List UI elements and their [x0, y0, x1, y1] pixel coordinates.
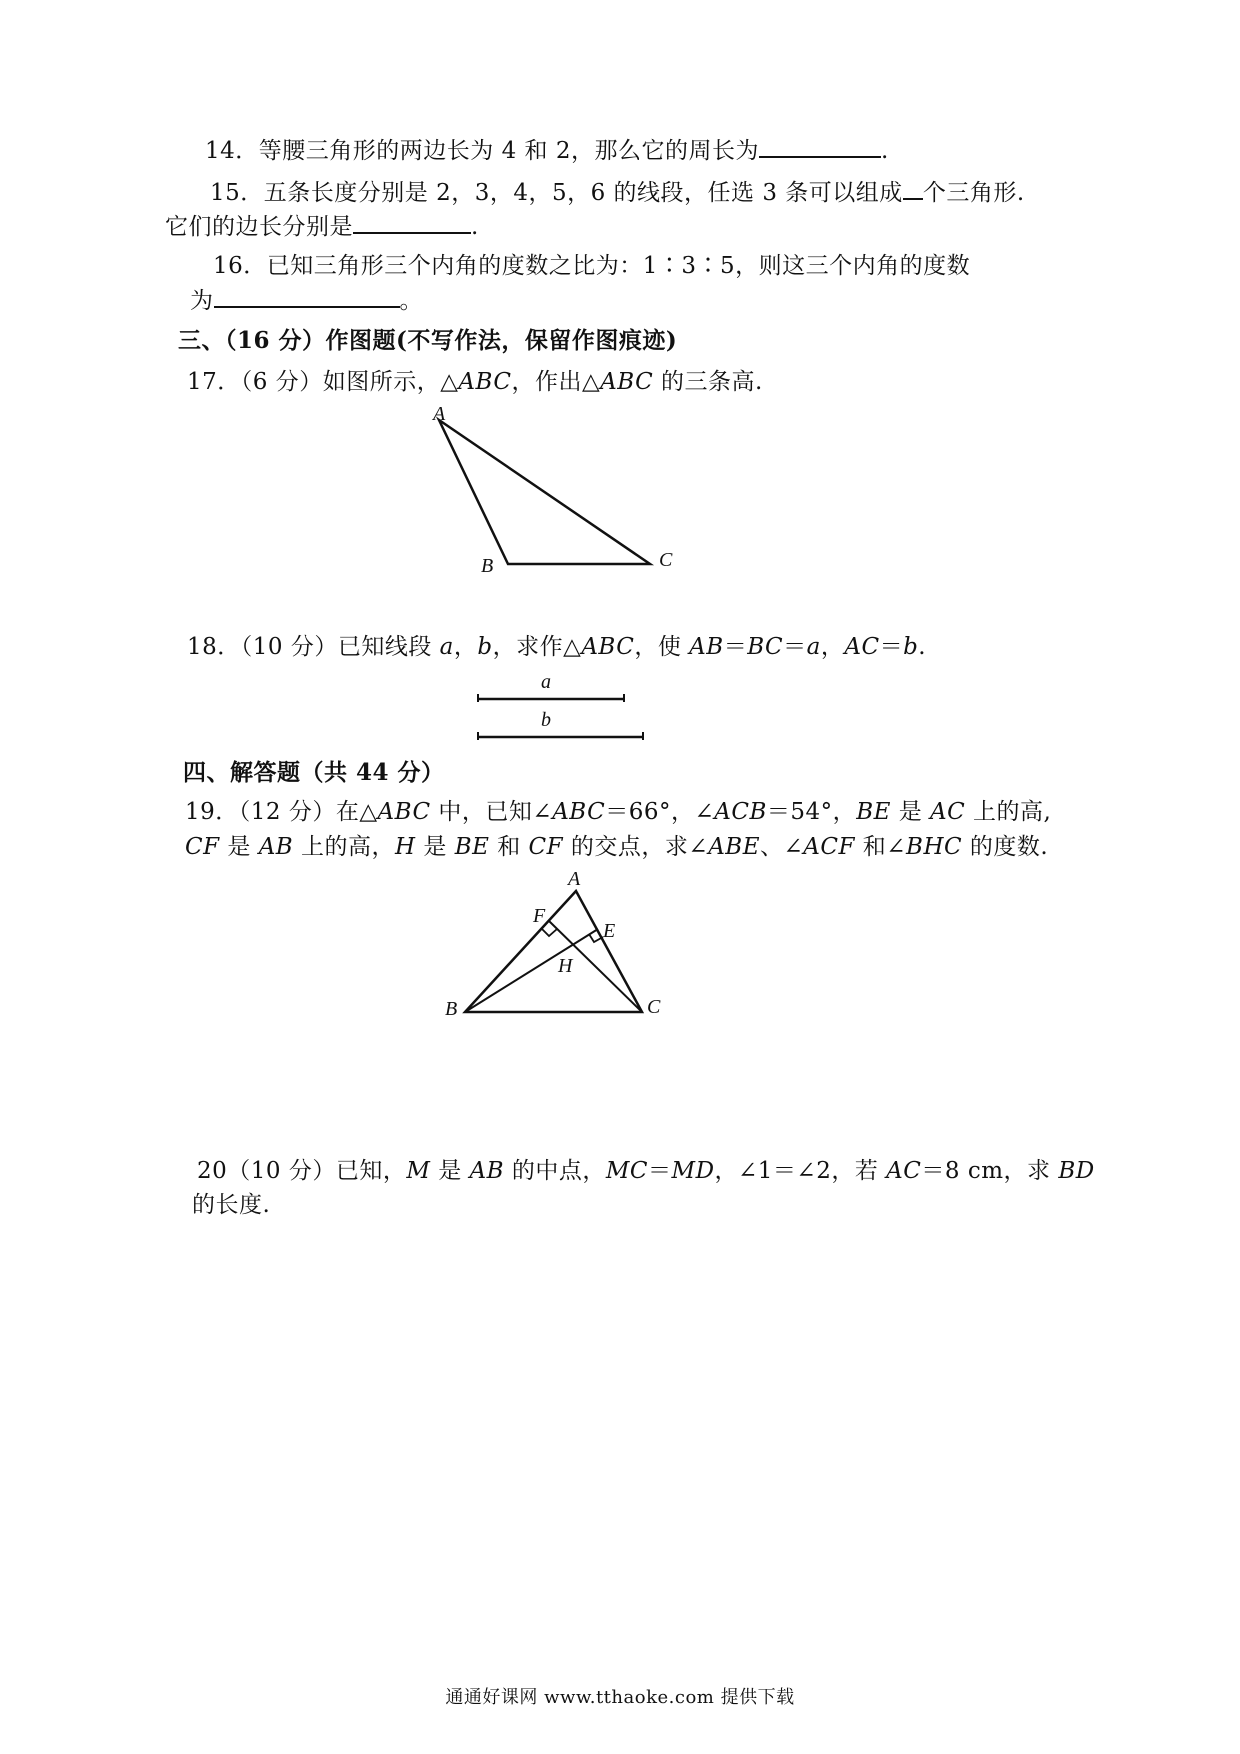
right-angle-f [542, 929, 557, 936]
question-19-line-1 [185, 797, 1051, 827]
section-4-title: 四、解答题（共 44 分） [183, 759, 445, 786]
q20-l1-ab: AB [469, 1158, 505, 1184]
q19-l1-abc: ABC [377, 799, 431, 825]
q18-abc: ABC [581, 634, 635, 660]
altitude-be [465, 929, 598, 1012]
q17-abc-1: ABC [458, 369, 512, 395]
q18-t8: ＝ [879, 634, 904, 660]
q19-l2-a: 是 [219, 834, 259, 860]
q19-l2-be: BE [454, 834, 490, 860]
triangle-abc-19 [465, 891, 642, 1012]
question-16-text-b: 为 [190, 288, 214, 314]
question-14 [205, 134, 889, 166]
answer-blank-15a[interactable] [903, 176, 923, 200]
question-16-text-a: 16．已知三角形三个内角的度数之比为：1∶3∶5，则这三个内角的度数 [213, 253, 971, 279]
q19-l2-h: H [395, 834, 416, 860]
answer-blank-15b[interactable] [353, 210, 471, 234]
q20-l1-b: 是 [430, 1158, 470, 1184]
q20-l2: 的长度. [192, 1192, 271, 1218]
q18-t2: ， [453, 634, 478, 660]
q19-l2-abe: ABE [708, 834, 760, 860]
question-15-text-b: 个三角形. [922, 180, 1025, 206]
q19-l2-e: 的交点，求∠ [563, 834, 709, 860]
question-14-text: 14．等腰三角形的两边长为 4 和 2，那么它的周长为 [205, 138, 759, 164]
triangle-abc [439, 420, 650, 564]
question-16-line-1 [213, 251, 970, 281]
q20-l1-ac: AC [886, 1158, 922, 1184]
label-b-19: B [445, 998, 458, 1020]
answer-blank-14[interactable] [759, 134, 881, 158]
q18-t9: . [918, 634, 927, 660]
question-20-line-1 [197, 1156, 1095, 1186]
q19-l1-abc2: ABC [552, 799, 606, 825]
q19-l2-d: 和 [489, 834, 529, 860]
q20-l1-a: 20（10 分）已知， [197, 1158, 407, 1184]
section-3-heading [178, 326, 677, 356]
q18-t4: ，使 [634, 634, 690, 660]
question-15-text-a: 15．五条长度分别是 2，3，4，5，6 的线段，任选 3 条可以组成 [210, 180, 903, 206]
segment-b-label: b [541, 709, 551, 731]
label-c-19: C [647, 996, 661, 1018]
q18-b2: b [903, 634, 919, 660]
q19-l2-c: 是 [415, 834, 455, 860]
q17-text-a: 17．（6 分）如图所示，△ [187, 369, 459, 395]
triangle-altitudes-figure [440, 865, 670, 1035]
q20-l1-m: M [406, 1158, 431, 1184]
q17-text-c: 的三条高. [653, 369, 763, 395]
question-16-text-c: 。 [399, 288, 423, 314]
page-footer [0, 1683, 1240, 1709]
label-b: B [481, 555, 494, 577]
q19-l1-ac: AC [930, 799, 966, 825]
q20-l1-f: ＝8 cm，求 [921, 1158, 1059, 1184]
question-20-line-2 [192, 1190, 270, 1220]
q20-l1-md: MD [671, 1158, 715, 1184]
q19-l2-ab: AB [258, 834, 294, 860]
q19-l1-f: 上的高, [965, 799, 1052, 825]
label-a: A [433, 403, 446, 425]
q19-l1-be: BE [856, 799, 891, 825]
question-15-line-1 [210, 176, 1025, 208]
q20-l1-bd: BD [1058, 1158, 1095, 1184]
q17-abc-2: ABC [600, 369, 654, 395]
q19-l2-cf2: CF [528, 834, 564, 860]
q18-ab: AB [689, 634, 724, 660]
segments-figure [470, 668, 650, 748]
q19-l2-bhc: BHC [906, 834, 963, 860]
label-f-19: F [533, 905, 546, 927]
q17-text-b: ，作出△ [511, 369, 601, 395]
label-e-19: E [603, 920, 616, 942]
question-15-text-c: 它们的边长分别是 [165, 214, 353, 240]
q18-bc: BC [747, 634, 784, 660]
q19-l2-b: 上的高， [293, 834, 396, 860]
question-16-line-2 [190, 284, 423, 316]
q18-t1: 18．（10 分）已知线段 [187, 634, 440, 660]
q19-l1-d: ＝54°， [766, 799, 857, 825]
question-15-line-2 [165, 210, 479, 242]
question-15-text-d: . [471, 214, 479, 240]
q19-l2-h2: 的度数. [962, 834, 1049, 860]
q19-l2-acf: ACF [803, 834, 855, 860]
q18-a2: a [806, 634, 821, 660]
label-c: C [659, 549, 673, 571]
section-3-title: 三、（16 分）作图题(不写作法，保留作图痕迹) [178, 327, 678, 354]
q19-l2-cf: CF [185, 834, 220, 860]
q19-l1-e: 是 [890, 799, 931, 825]
q18-t7: ， [820, 634, 845, 660]
q19-l1-a: 19．（12 分）在△ [185, 799, 378, 825]
label-h-19: H [558, 955, 573, 977]
footer-text: 通通好课网 www.tthaoke.com 提供下载 [445, 1687, 795, 1708]
answer-blank-16[interactable] [214, 284, 400, 308]
section-4-heading [183, 758, 445, 788]
q20-l1-c: 的中点， [504, 1158, 606, 1184]
q19-l2-g: 和∠ [854, 834, 907, 860]
q19-l1-b: 中，已知∠ [430, 799, 553, 825]
q18-ac: AC [844, 634, 880, 660]
q20-l1-d: ＝ [648, 1158, 672, 1184]
label-a-19: A [568, 868, 581, 890]
q18-t6: ＝ [783, 634, 807, 660]
triangle-abc-figure [425, 400, 685, 585]
segment-a-label: a [541, 671, 551, 693]
q20-l1-mc: MC [605, 1158, 649, 1184]
q19-l1-acb: ACB [714, 799, 767, 825]
question-17 [187, 367, 763, 397]
q18-b: b [477, 634, 493, 660]
q18-t5: ＝ [723, 634, 748, 660]
question-18 [187, 632, 926, 662]
q19-l1-c: ＝66°，∠ [605, 799, 715, 825]
q18-a: a [439, 634, 454, 660]
question-19-line-2 [185, 832, 1048, 862]
q19-l2-f: 、∠ [760, 834, 804, 860]
question-14-end: . [880, 138, 889, 164]
q18-t3: ，求作△ [492, 634, 582, 660]
q20-l1-e: ，∠1＝∠2，若 [714, 1158, 887, 1184]
